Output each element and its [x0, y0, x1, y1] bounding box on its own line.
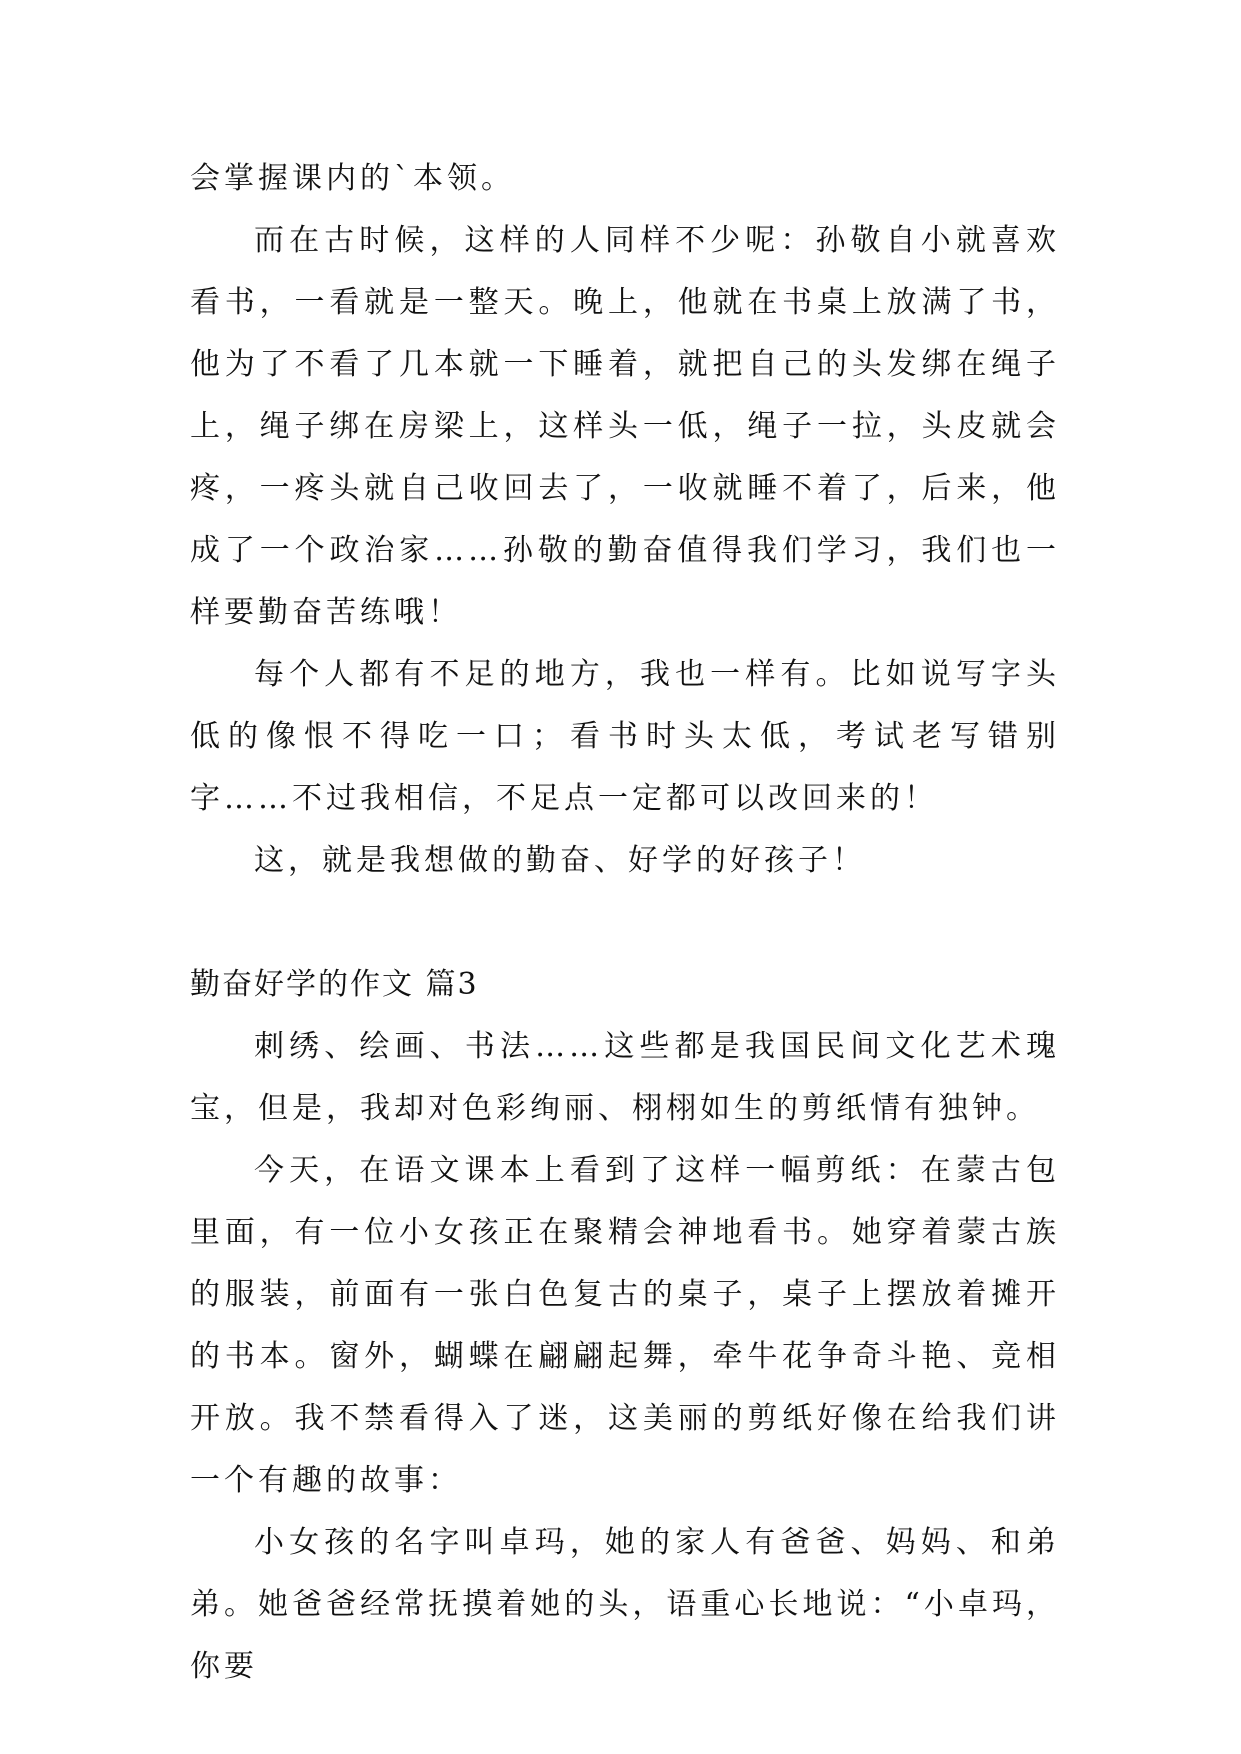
- paragraph-sun-jing-story: 而在古时候，这样的人同样不少呢：孙敬自小就喜欢看书，一看就是一整天。晚上，他就在书桌上放满了书，他为了不看了几本就一下睡着，就把自己的头发绑在绳子上，绳子绑在房梁上，这样头一低，绳子一拉，头皮就会疼，一疼头就自己收回去了，一收就睡不着了，后来，他成了一个政治家……孙敬的勤奋值得我们学习，我们也一样要勤奋苦练哦！: [190, 223, 1060, 630]
- section-title: 勤奋好学的作文 篇3: [190, 967, 479, 1002]
- paragraph-paper-cutting: 今天，在语文课本上看到了这样一幅剪纸：在蒙古包里面，有一位小女孩正在聚精会神地看书。她穿着蒙古族的服装，前面有一张白色复古的桌子，桌子上摆放着摊开的书本。窗外，蝴蝶在翩翩起舞，牵牛花争奇斗艳、竞相开放。我不禁看得入了迷，这美丽的剪纸好像在给我们讲一个有趣的故事：: [190, 1153, 1060, 1498]
- paragraph-continuation: 会掌握课内的`本领。: [190, 161, 515, 196]
- paragraph-shortcomings: 每个人都有不足的地方，我也一样有。比如说写字头低的像恨不得吃一口；看书时头太低，考试老写错别字……不过我相信，不足点一定都可以改回来的！: [190, 657, 1060, 816]
- paragraph-conclusion: 这，就是我想做的勤奋、好学的好孩子！: [254, 843, 866, 878]
- paragraph-folk-art: 刺绣、绘画、书法……这些都是我国民间文化艺术瑰宝，但是，我却对色彩绚丽、栩栩如生的剪纸情有独钟。: [190, 1029, 1060, 1126]
- paragraph-zhuoma: 小女孩的名字叫卓玛，她的家人有爸爸、妈妈、和弟弟。她爸爸经常抚摸着她的头，语重心长地说：“小卓玛，你要: [190, 1525, 1060, 1684]
- document-page: [190, 148, 1060, 1698]
